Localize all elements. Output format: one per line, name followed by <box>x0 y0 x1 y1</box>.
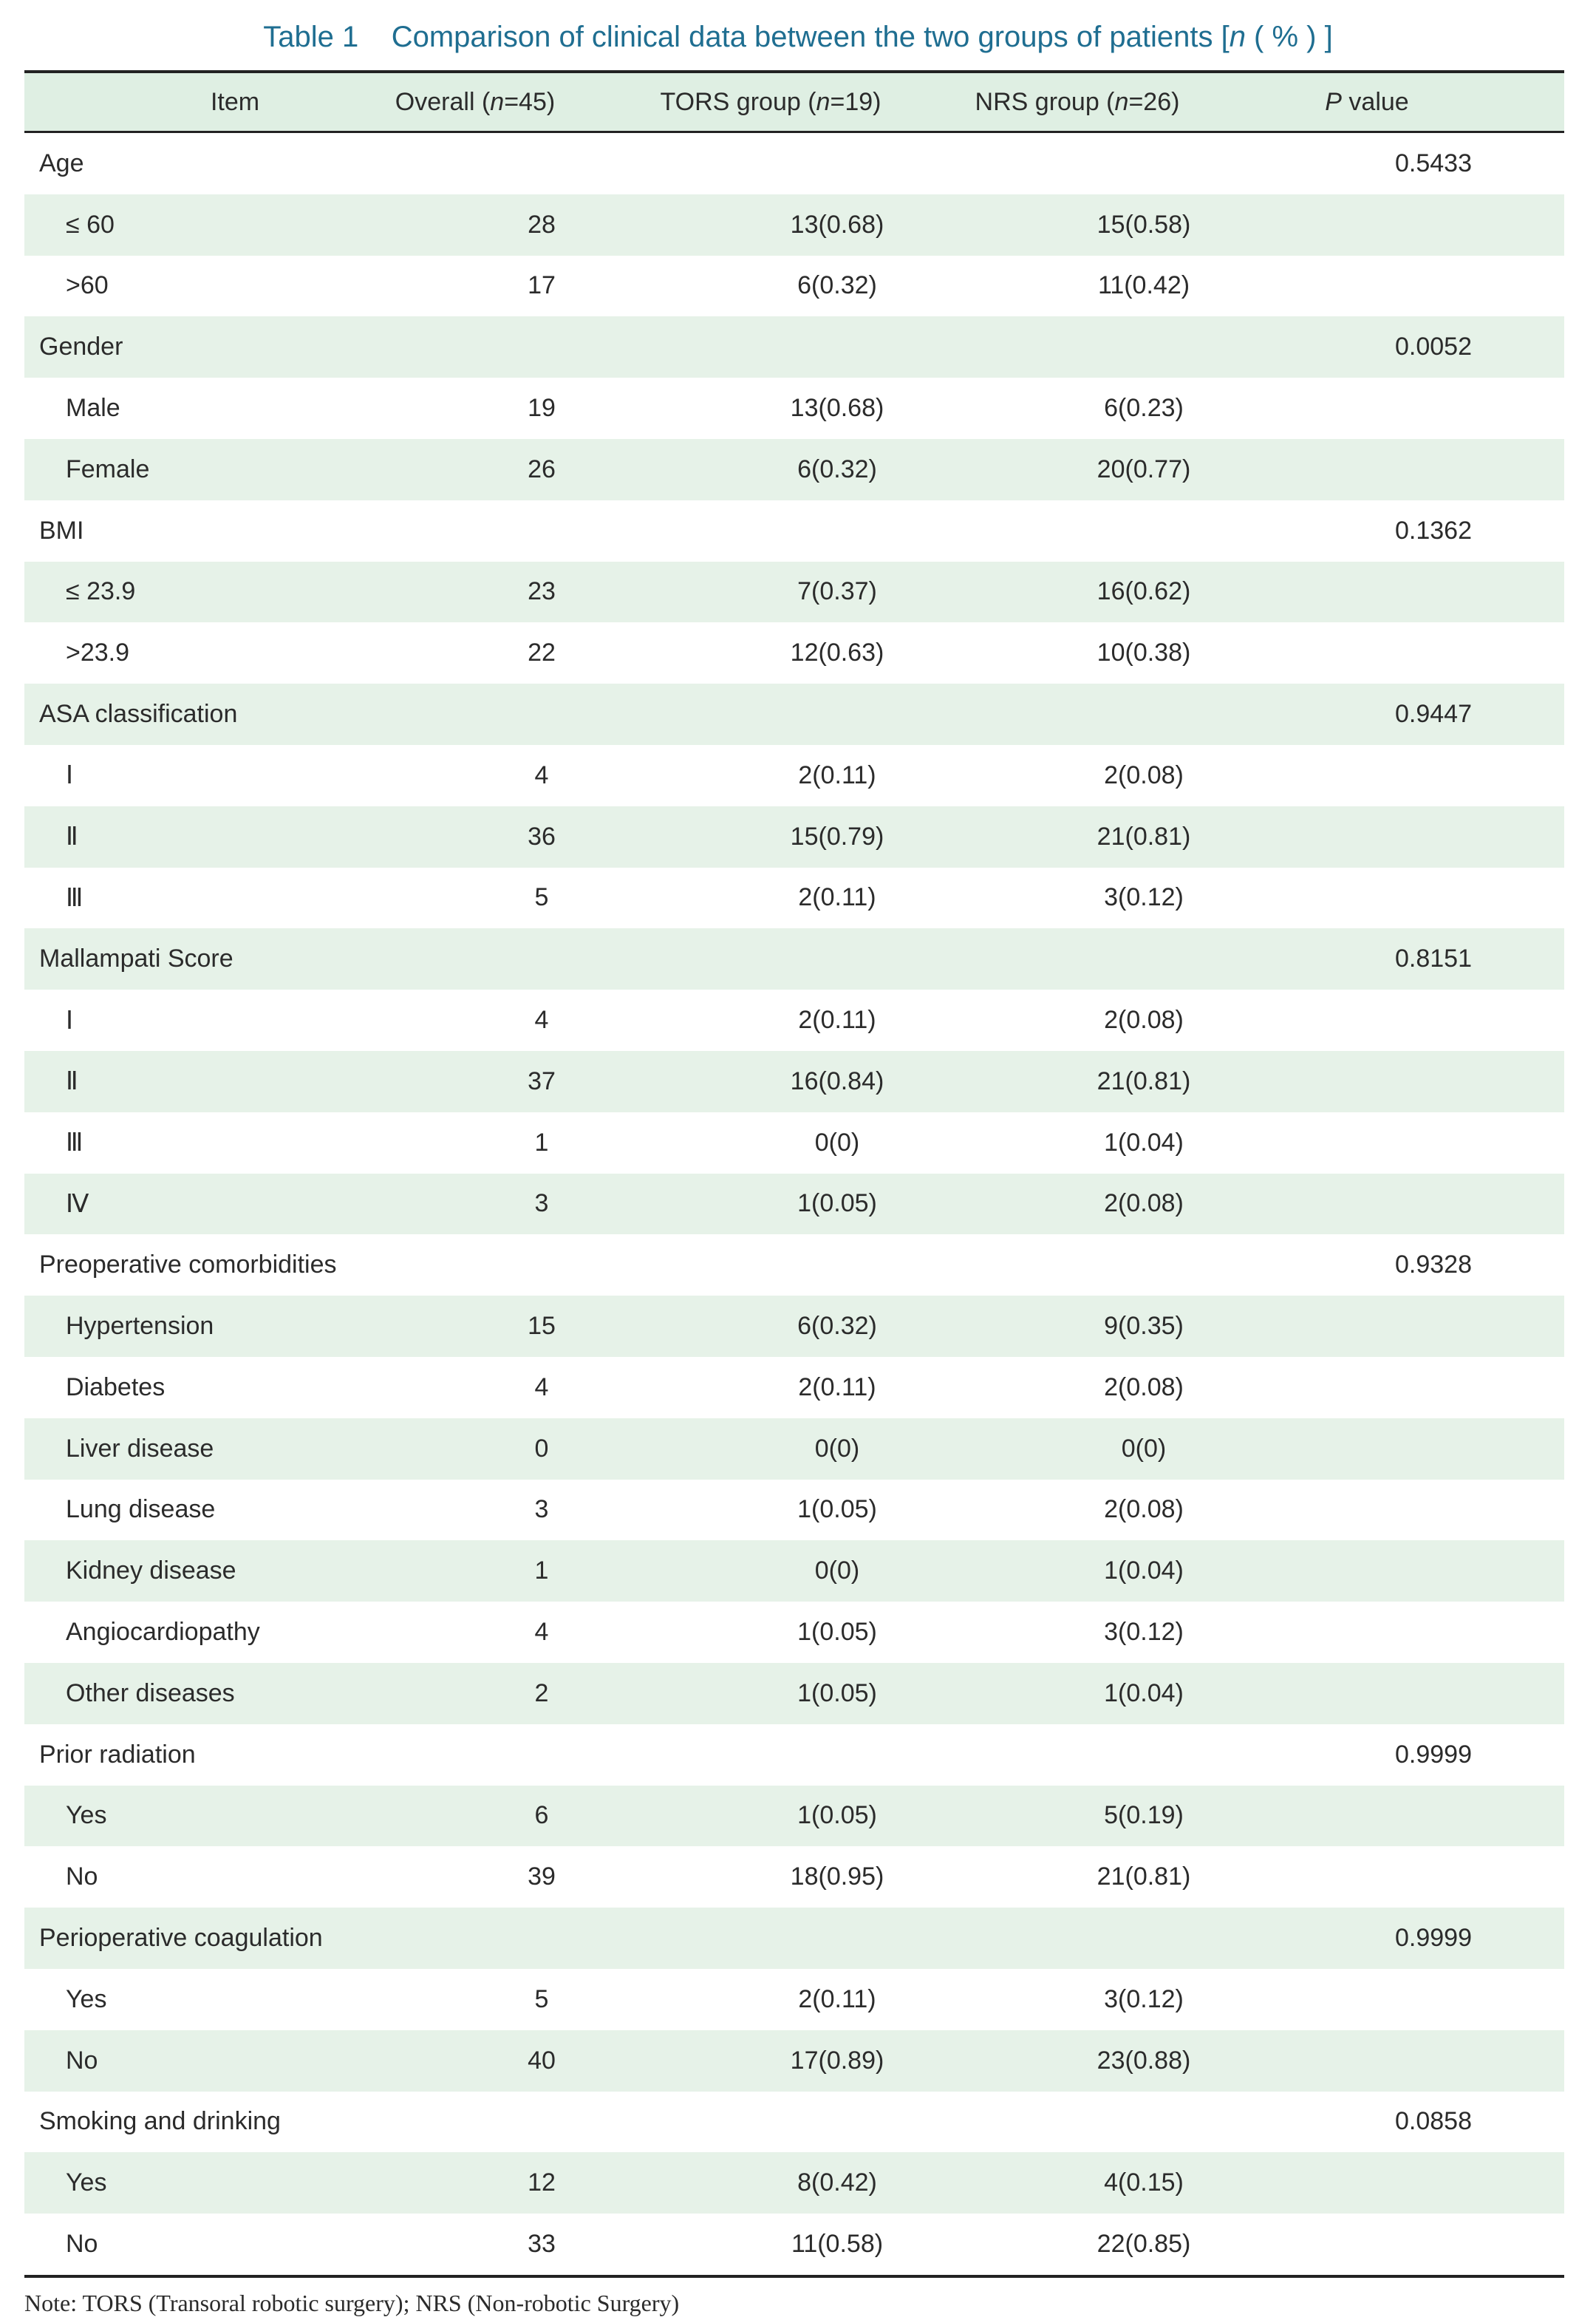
cell-pvalue: 0.1362 <box>1395 516 1472 545</box>
cell-nrs: 2(0.08) <box>1104 1495 1184 1524</box>
table-row <box>24 806 1564 868</box>
table-group-row <box>24 1234 1564 1296</box>
row-label: BMI <box>39 516 84 545</box>
cell-pvalue: 0.9447 <box>1395 700 1472 729</box>
cell-overall: 4 <box>534 1372 549 1401</box>
table-group-row <box>24 316 1564 378</box>
table-row <box>24 990 1564 1051</box>
cell-overall: 26 <box>528 455 556 483</box>
row-label: Preoperative comorbidities <box>39 1251 337 1279</box>
table-row <box>24 378 1564 439</box>
cell-tors: 2(0.11) <box>798 1984 876 2013</box>
table-row <box>24 256 1564 317</box>
cell-overall: 19 <box>528 394 556 423</box>
table-group-row <box>24 684 1564 745</box>
cell-tors: 1(0.05) <box>797 1801 877 1830</box>
row-label: Ⅰ <box>66 761 74 790</box>
cell-overall: 5 <box>534 883 549 912</box>
cell-overall: 6 <box>534 1801 549 1830</box>
cell-tors: 1(0.05) <box>797 1618 877 1647</box>
cell-tors: 0(0) <box>814 1434 860 1463</box>
cell-tors: 6(0.32) <box>797 1312 877 1341</box>
table-group-row <box>24 2092 1564 2153</box>
row-label: Prior radiation <box>39 1740 196 1769</box>
cell-tors: 1(0.05) <box>797 1189 877 1218</box>
cell-nrs: 9(0.35) <box>1104 1312 1184 1341</box>
row-label: >23.9 <box>66 639 130 667</box>
cell-nrs: 3(0.12) <box>1104 1984 1184 2013</box>
cell-nrs: 5(0.19) <box>1104 1801 1184 1830</box>
row-label: Age <box>39 149 84 177</box>
cell-nrs: 1(0.04) <box>1104 1128 1184 1157</box>
header-overall: Overall (n=45) <box>395 87 556 116</box>
cell-nrs: 15(0.58) <box>1097 210 1191 239</box>
cell-nrs: 21(0.81) <box>1097 822 1191 851</box>
row-label: Ⅱ <box>66 1067 78 1096</box>
cell-pvalue: 0.0858 <box>1395 2107 1472 2136</box>
cell-pvalue: 0.9999 <box>1395 1740 1472 1769</box>
cell-overall: 28 <box>528 210 556 239</box>
table-row <box>24 1480 1564 1541</box>
cell-nrs: 11(0.42) <box>1097 271 1190 300</box>
table-row <box>24 1357 1564 1418</box>
table-note: Note: TORS (Transoral robotic surgery); NRS (Non-robotic Surgery) <box>24 2290 680 2316</box>
cell-nrs: 22(0.85) <box>1097 2229 1191 2258</box>
table-title-n: n <box>1229 21 1246 53</box>
table-row <box>24 1846 1564 1908</box>
cell-tors: 13(0.68) <box>790 210 884 239</box>
row-label: Perioperative coagulation <box>39 1924 323 1952</box>
cell-tors: 18(0.95) <box>790 1862 884 1891</box>
cell-overall: 5 <box>534 1984 549 2013</box>
cell-overall: 4 <box>534 1618 549 1647</box>
table-group-row <box>24 1724 1564 1786</box>
cell-tors: 16(0.84) <box>790 1066 884 1095</box>
cell-nrs: 10(0.38) <box>1097 639 1191 667</box>
cell-nrs: 23(0.88) <box>1097 2046 1191 2075</box>
cell-nrs: 1(0.04) <box>1104 1556 1184 1585</box>
cell-overall: 3 <box>534 1495 549 1524</box>
cell-nrs: 1(0.04) <box>1104 1678 1184 1707</box>
table-row <box>24 194 1564 256</box>
cell-overall: 17 <box>528 271 556 300</box>
table-title-suffix: ( % ) ] <box>1245 21 1333 53</box>
table-row <box>24 868 1564 929</box>
cell-tors: 0(0) <box>814 1556 860 1585</box>
cell-overall: 2 <box>534 1678 549 1707</box>
table-title <box>0 13 1596 61</box>
row-label: Smoking and drinking <box>39 2107 281 2136</box>
row-label: ASA classification <box>39 700 238 729</box>
table-row <box>24 1418 1564 1480</box>
table-row <box>24 1540 1564 1602</box>
cell-pvalue: 0.5433 <box>1395 149 1472 177</box>
cell-pvalue: 0.8151 <box>1395 945 1472 973</box>
row-label: Gender <box>39 333 123 361</box>
cell-nrs: 4(0.15) <box>1104 2168 1184 2197</box>
table-body <box>24 133 1564 2275</box>
row-label: Ⅲ <box>66 883 83 912</box>
cell-tors: 2(0.11) <box>798 1372 876 1401</box>
cell-tors: 2(0.11) <box>798 1006 876 1035</box>
cell-tors: 12(0.63) <box>790 639 884 667</box>
table-row <box>24 622 1564 684</box>
table-row <box>24 439 1564 500</box>
row-label: Mallampati Score <box>39 945 233 973</box>
cell-nrs: 6(0.23) <box>1104 394 1184 423</box>
cell-nrs: 3(0.12) <box>1104 1618 1184 1647</box>
row-label: Other diseases <box>66 1678 235 1707</box>
cell-tors: 1(0.05) <box>797 1495 877 1524</box>
cell-nrs: 21(0.81) <box>1097 1066 1191 1095</box>
table-bottom-rule <box>24 2275 1564 2278</box>
row-label: Ⅰ <box>66 1006 74 1035</box>
cell-overall: 22 <box>528 639 556 667</box>
row-label: Diabetes <box>66 1372 166 1401</box>
cell-tors: 17(0.89) <box>790 2046 884 2075</box>
row-label: Hypertension <box>66 1312 214 1341</box>
table-row <box>24 2152 1564 2214</box>
cell-nrs: 20(0.77) <box>1097 455 1191 483</box>
cell-nrs: 3(0.12) <box>1104 883 1184 912</box>
row-label: >60 <box>66 271 109 300</box>
cell-tors: 8(0.42) <box>797 2168 877 2197</box>
cell-overall: 3 <box>534 1189 549 1218</box>
cell-overall: 1 <box>534 1128 549 1157</box>
table-group-row <box>24 500 1564 562</box>
table-group-row <box>24 133 1564 194</box>
header-nrs: NRS group (n=26) <box>975 87 1180 116</box>
table-group-row <box>24 928 1564 990</box>
cell-tors: 7(0.37) <box>797 577 877 606</box>
header-pvalue: P value <box>1325 87 1409 116</box>
cell-overall: 1 <box>534 1556 549 1585</box>
row-label: Yes <box>66 1984 107 2013</box>
table-row <box>24 1174 1564 1235</box>
cell-nrs: 2(0.08) <box>1104 1189 1184 1218</box>
row-label: ≤ 23.9 <box>66 577 136 606</box>
row-label: Ⅱ <box>66 823 78 851</box>
cell-overall: 36 <box>528 822 556 851</box>
cell-nrs: 21(0.81) <box>1097 1862 1191 1891</box>
row-label: Lung disease <box>66 1495 216 1524</box>
cell-overall: 39 <box>528 1862 556 1891</box>
cell-tors: 6(0.32) <box>797 455 877 483</box>
row-label: Yes <box>66 1801 107 1830</box>
table-row <box>24 745 1564 806</box>
cell-overall: 23 <box>528 577 556 606</box>
row-label: Male <box>66 394 120 423</box>
cell-overall: 33 <box>528 2229 556 2258</box>
header-item: Item <box>210 87 260 116</box>
cell-pvalue: 0.9328 <box>1395 1251 1472 1279</box>
row-label: Ⅲ <box>66 1129 83 1157</box>
cell-tors: 1(0.05) <box>797 1678 877 1707</box>
table-header-row <box>24 73 1564 133</box>
table-row <box>24 1969 1564 2030</box>
table-row <box>24 2030 1564 2092</box>
clinical-data-table <box>24 70 1564 2278</box>
table-row <box>24 1112 1564 1174</box>
cell-nrs: 2(0.08) <box>1104 1372 1184 1401</box>
row-label: Yes <box>66 2168 107 2197</box>
cell-pvalue: 0.9999 <box>1395 1924 1472 1952</box>
cell-overall: 12 <box>528 2168 556 2197</box>
table-row <box>24 2214 1564 2275</box>
table-group-row <box>24 1908 1564 1969</box>
cell-overall: 0 <box>534 1434 549 1463</box>
cell-tors: 11(0.58) <box>791 2229 884 2258</box>
cell-nrs: 2(0.08) <box>1104 761 1184 789</box>
cell-tors: 15(0.79) <box>790 822 884 851</box>
table-row <box>24 562 1564 623</box>
cell-overall: 4 <box>534 761 549 789</box>
cell-nrs: 2(0.08) <box>1104 1006 1184 1035</box>
cell-tors: 13(0.68) <box>790 394 884 423</box>
row-label: Kidney disease <box>66 1556 236 1585</box>
cell-nrs: 16(0.62) <box>1097 577 1191 606</box>
table-row <box>24 1051 1564 1112</box>
table-row <box>24 1786 1564 1847</box>
row-label: Ⅳ <box>66 1189 89 1218</box>
row-label: No <box>66 1862 98 1891</box>
table-row <box>24 1296 1564 1357</box>
row-label: No <box>66 2046 98 2075</box>
header-tors: TORS group (n=19) <box>660 87 881 116</box>
cell-tors: 0(0) <box>814 1128 860 1157</box>
table-title-prefix: Table 1 Comparison of clinical data between the two groups of patients [ <box>263 21 1230 53</box>
row-label: Angiocardiopathy <box>66 1618 260 1647</box>
cell-overall: 40 <box>528 2046 556 2075</box>
row-label: Liver disease <box>66 1434 214 1463</box>
cell-tors: 6(0.32) <box>797 271 877 300</box>
cell-tors: 2(0.11) <box>798 761 876 789</box>
table-row <box>24 1602 1564 1663</box>
row-label: No <box>66 2229 98 2258</box>
row-label: Female <box>66 455 150 483</box>
cell-tors: 2(0.11) <box>798 883 876 912</box>
cell-nrs: 0(0) <box>1121 1434 1167 1463</box>
row-label: ≤ 60 <box>66 210 115 239</box>
cell-overall: 37 <box>528 1066 556 1095</box>
cell-pvalue: 0.0052 <box>1395 333 1472 361</box>
table-row <box>24 1663 1564 1724</box>
cell-overall: 15 <box>528 1312 556 1341</box>
cell-overall: 4 <box>534 1006 549 1035</box>
